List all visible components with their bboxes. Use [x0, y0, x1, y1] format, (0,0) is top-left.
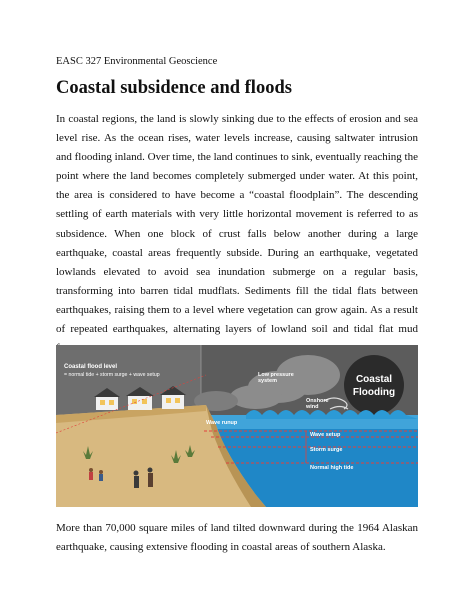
wave-runup-label: Wave runup [206, 420, 238, 426]
badge-line-1: Coastal [355, 374, 393, 385]
course-header: EASC 327 Environmental Geoscience [56, 56, 218, 67]
legend-formula: = normal tide + storm surge + wave setup [64, 372, 160, 378]
badge-line-2: Flooding [352, 387, 396, 398]
page-title: Coastal subsidence and floods [56, 78, 292, 98]
low-pressure-label-2: system [258, 378, 277, 384]
storm-surge-label: Storm surge [310, 447, 343, 453]
intro-paragraph: In coastal regions, the land is slowly sinking due to the effects of erosion and sea level rise. As the ocean rises, water levels increase, causing saltwater intrusion and flooding inland. Over time, the land continues to sink, eventually reaching the point where the land becomes completely submerged under water. At this point, the area is considered to have become a “coastal floodplain”. The descending settling of earth materials with very little horizontal movement is referred to as subsidence. When one block of crust falls below another during a large earthquake, coastal areas frequently subside. During an earthquake, vegetated lowlands elevated to avoid sea inundation submerge on a regular basis, transforming into barren tidal mudflats. Sediments fill the tidal flats between earthquakes, raising them to a level where vegetation can grow again. As a result of repeated earthquakes, alternating layers of lowland soil and tidal flat mud [56, 113, 418, 336]
closing-paragraph: More than 70,000 square miles of land tilted downward during the 1964 Alaskan earthquake, causing extensive flooding in coastal areas of southern Alaska. [56, 522, 418, 554]
normal-high-tide-label: Normal high tide [310, 465, 354, 471]
onshore-wind-label-2: wind [306, 404, 319, 410]
coastal-flooding-illustration [56, 345, 418, 507]
legend-title: Coastal flood level [64, 364, 118, 370]
low-pressure-label: Low pressure [258, 372, 294, 378]
houses [94, 386, 186, 410]
onshore-wind-label: Onshore [306, 398, 329, 404]
coastal-flooding-badge [344, 355, 404, 415]
wave-setup-label: Wave setup [310, 432, 341, 438]
